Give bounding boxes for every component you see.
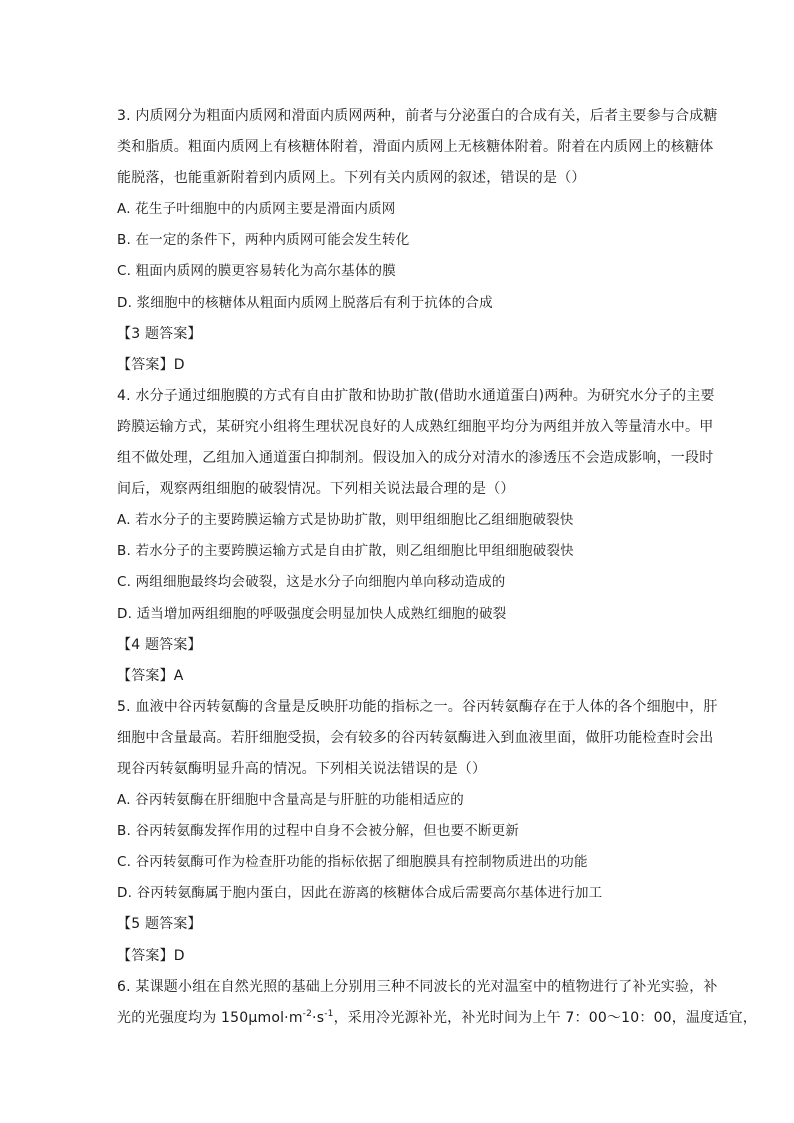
question-5-option-c: C. 谷丙转氨酶可作为检查肝功能的指标依据了细胞膜具有控制物质进出的功能 <box>117 854 588 871</box>
question-3-answer: 【答案】D <box>117 356 185 373</box>
q6-sup-2: -1 <box>324 1008 334 1019</box>
q6-text-b: ·s <box>312 1009 325 1026</box>
question-4-option-b: B. 若水分子的主要跨膜运输方式是自由扩散，则乙组细胞比甲组细胞破裂快 <box>117 543 574 560</box>
question-4-option-d: D. 适当增加两组细胞的呼吸强度会明显加快人成熟红细胞的破裂 <box>117 605 507 622</box>
question-5-answer-tag: 【5 题答案】 <box>117 916 202 933</box>
question-4-answer: 【答案】A <box>117 667 184 684</box>
question-3-answer-tag: 【3 题答案】 <box>117 325 202 342</box>
question-3-stem-line: 能脱落，也能重新附着到内质网上。下列有关内质网的叙述，错误的是（） <box>117 170 586 187</box>
question-4-option-a: A. 若水分子的主要跨膜运输方式是协助扩散，则甲组细胞比乙组细胞破裂快 <box>117 512 574 529</box>
question-4-stem-line: 跨膜运输方式，某研究小组将生理状况良好的人成熟红细胞平均分为两组并放入等量清水中。甲 <box>117 418 714 435</box>
question-4-stem-line: 组不做处理，乙组加入通道蛋白抑制剂。假设加入的成分对清水的渗透压不会造成影响，一段时 <box>117 450 714 467</box>
question-6-stem-line: 6. 某课题小组在自然光照的基础上分别用三种不同波长的光对温室中的植物进行了补光实验，补 <box>117 978 718 995</box>
question-3-option-c: C. 粗面内质网的膜更容易转化为高尔基体的膜 <box>117 263 396 280</box>
question-3-stem-line: 3. 内质网分为粗面内质网和滑面内质网两种，前者与分泌蛋白的合成有关，后者主要参与合成糖 <box>117 108 718 124</box>
q6-text-c: ，采用冷光源补光，补光时间为上午 7：00～10：00，温度适宜， <box>333 1009 757 1026</box>
question-5-stem-line: 5. 血液中谷丙转氨酶的含量是反映肝功能的指标之一。谷丙转氨酶存在于人体的各个细胞中，肝 <box>117 698 718 715</box>
question-3-option-b: B. 在一定的条件下，两种内质网可能会发生转化 <box>117 232 410 249</box>
q6-text-a: 光的光强度均为 150μmol·m <box>117 1009 303 1026</box>
question-3-option-a: A. 花生子叶细胞中的内质网主要是滑面内质网 <box>117 201 396 218</box>
question-5-option-a: A. 谷丙转氨酶在肝细胞中含量高是与肝脏的功能相适应的 <box>117 792 464 809</box>
question-5-stem-line: 细胞中含量最高。若肝细胞受损，会有较多的谷丙转氨酶进入到血液里面，做肝功能检查时会出 <box>117 729 714 746</box>
question-4-stem-line: 间后，观察两组细胞的破裂情况。下列相关说法最合理的是（） <box>117 481 515 498</box>
question-5-option-d: D. 谷丙转氨酶属于胞内蛋白，因此在游离的核糖体合成后需要高尔基体进行加工 <box>117 885 603 902</box>
question-5-answer: 【答案】D <box>117 947 185 964</box>
question-5-stem-line: 现谷丙转氨酶明显升高的情况。下列相关说法错误的是（） <box>117 760 487 777</box>
question-4-stem-line: 4. 水分子通过细胞膜的方式有自由扩散和协助扩散(借助水通道蛋白)两种。为研究水分子的主要 <box>117 387 715 404</box>
question-4-answer-tag: 【4 题答案】 <box>117 636 202 653</box>
question-content <box>117 101 757 1034</box>
question-3-option-d: D. 浆细胞中的核糖体从粗面内质网上脱落后有利于抗体的合成 <box>117 294 493 311</box>
question-6-stem-line-2 <box>117 1003 757 1034</box>
question-3-stem-line: 类和脂质。粗面内质网上有核糖体附着，滑面内质网上无核糖体附着。附着在内质网上的核糖体 <box>117 139 714 156</box>
q6-sup-1: -2 <box>302 1008 313 1019</box>
question-5-option-b: B. 谷丙转氨酶发挥作用的过程中自身不会被分解，但也要不断更新 <box>117 823 520 840</box>
question-4-option-c: C. 两组细胞最终均会破裂，这是水分子向细胞内单向移动造成的 <box>117 574 506 591</box>
